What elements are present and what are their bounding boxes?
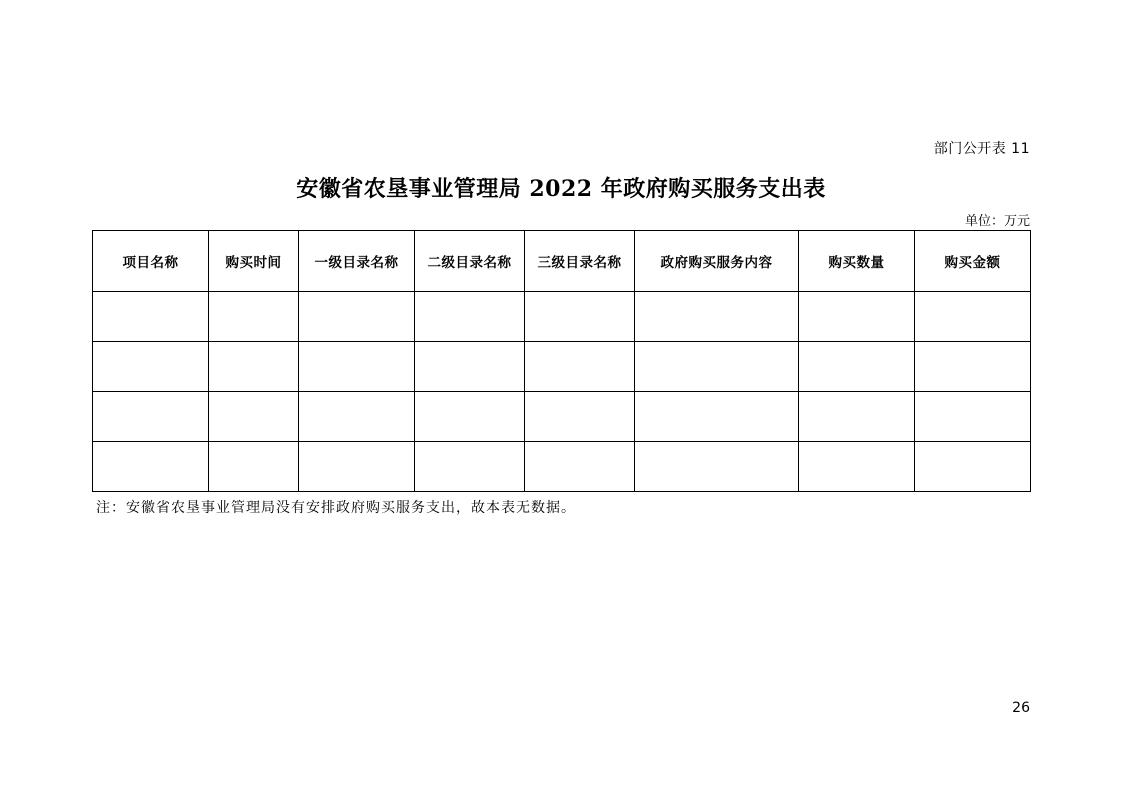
column-header: 三级目录名称 bbox=[525, 231, 635, 292]
table-cell bbox=[635, 292, 799, 342]
column-header: 购买金额 bbox=[915, 231, 1031, 292]
table-cell bbox=[209, 442, 299, 492]
column-header: 二级目录名称 bbox=[415, 231, 525, 292]
table-cell bbox=[93, 342, 209, 392]
table-cell bbox=[415, 442, 525, 492]
table-cell bbox=[915, 342, 1031, 392]
column-header: 项目名称 bbox=[93, 231, 209, 292]
table-cell bbox=[93, 392, 209, 442]
table-cell bbox=[525, 392, 635, 442]
table-cell bbox=[93, 292, 209, 342]
table-cell bbox=[525, 342, 635, 392]
table-cell bbox=[525, 292, 635, 342]
table-cell bbox=[299, 392, 415, 442]
table-note: 注：安徽省农垦事业管理局没有安排政府购买服务支出，故本表无数据。 bbox=[96, 500, 576, 516]
unit-label: 单位：万元 bbox=[964, 214, 1030, 229]
table-cell bbox=[299, 442, 415, 492]
table-row bbox=[93, 442, 1031, 492]
table-cell bbox=[209, 342, 299, 392]
government-purchase-service-table bbox=[92, 230, 1031, 492]
column-header: 购买数量 bbox=[799, 231, 915, 292]
table-cell bbox=[299, 292, 415, 342]
table-cell bbox=[415, 292, 525, 342]
table-cell bbox=[525, 442, 635, 492]
table-cell bbox=[799, 342, 915, 392]
table-cell bbox=[209, 392, 299, 442]
column-header: 购买时间 bbox=[209, 231, 299, 292]
table-cell bbox=[635, 442, 799, 492]
page-number: 26 bbox=[1012, 700, 1030, 716]
table-cell bbox=[415, 392, 525, 442]
page-title: 安徽省农垦事业管理局 2022 年政府购买服务支出表 bbox=[296, 176, 826, 202]
table-cell bbox=[915, 392, 1031, 442]
table-cell bbox=[415, 342, 525, 392]
table-cell bbox=[635, 342, 799, 392]
table-row bbox=[93, 392, 1031, 442]
table-cell bbox=[93, 442, 209, 492]
table-cell bbox=[799, 292, 915, 342]
table-cell bbox=[915, 442, 1031, 492]
table-cell bbox=[799, 392, 915, 442]
table-cell bbox=[915, 292, 1031, 342]
table-cell bbox=[799, 442, 915, 492]
form-label: 部门公开表 11 bbox=[933, 141, 1030, 157]
column-header: 一级目录名称 bbox=[299, 231, 415, 292]
table-header-row bbox=[93, 231, 1031, 292]
table-row bbox=[93, 342, 1031, 392]
table-row bbox=[93, 292, 1031, 342]
table-cell bbox=[299, 342, 415, 392]
table-cell bbox=[209, 292, 299, 342]
table-cell bbox=[635, 392, 799, 442]
column-header: 政府购买服务内容 bbox=[635, 231, 799, 292]
